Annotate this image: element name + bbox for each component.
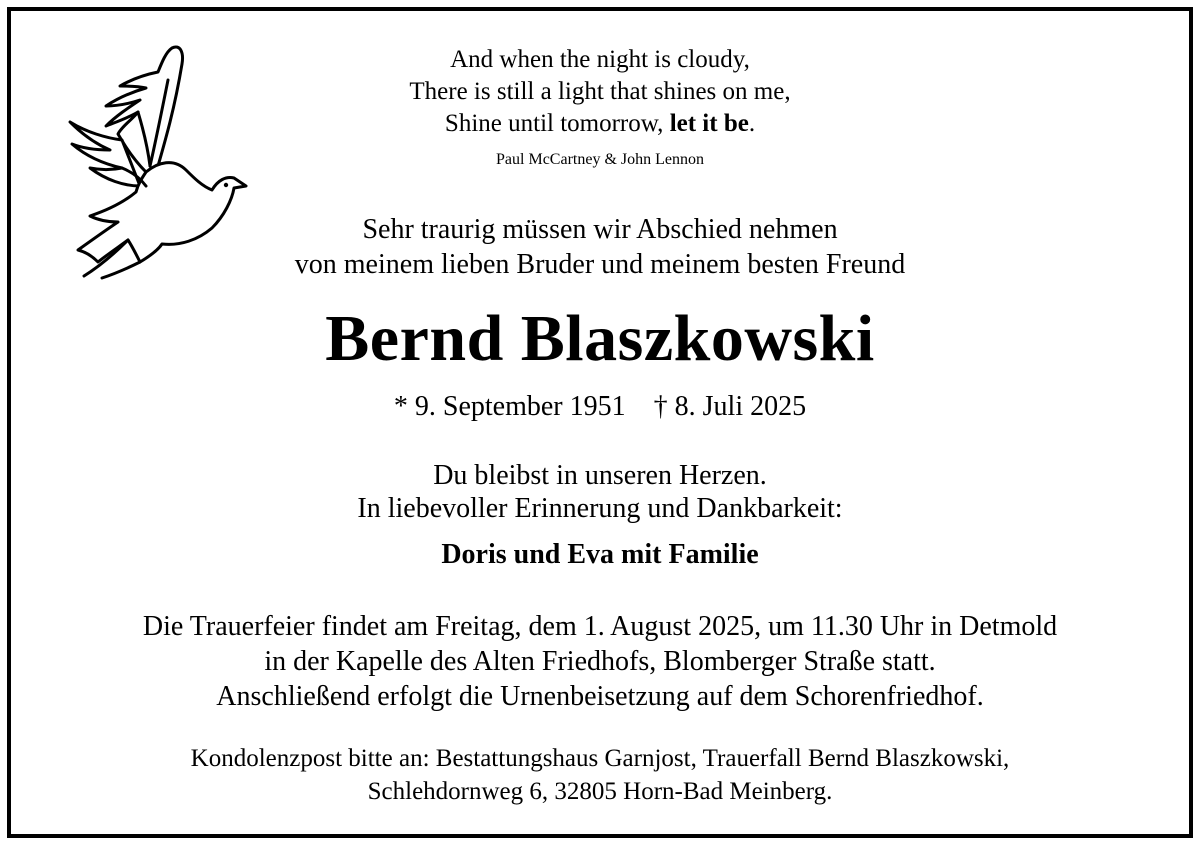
service-line-3: Anschließend erfolgt die Urnenbeisetzung auf dem Schorenfriedhof.: [216, 681, 984, 712]
poem-credit: Paul McCartney & John Lennon: [496, 151, 704, 168]
service-line-2: in der Kapelle des Alten Friedhofs, Blomberger Straße statt.: [264, 646, 936, 677]
message-line-1: Du bleibst in unseren Herzen.: [433, 460, 767, 491]
service-line-1: Die Trauerfeier findet am Freitag, dem 1. August 2025, um 11.30 Uhr in Detmold: [142, 611, 1058, 642]
intro-line-1: Sehr traurig müssen wir Abschied nehmen: [362, 214, 838, 245]
poem-line-3-end: .: [748, 110, 756, 137]
birth-date: * 9. September 1951: [393, 391, 626, 422]
poem-line-3: [0, 108, 1200, 140]
remembrance-message: [0, 459, 1200, 525]
message-line-2: In liebevoller Erinnerung und Dankbarkeit:: [357, 493, 843, 524]
deceased-name: Bernd Blaszkowski: [325, 302, 875, 375]
poem-line-1: And when the night is cloudy,: [450, 46, 750, 73]
funeral-service-info: [0, 609, 1200, 714]
life-dates: [0, 390, 1200, 424]
contact-line-1: Kondolenzpost bitte an: Bestattungshaus Garnjost, Trauerfall Bernd Blaszkowski,: [190, 745, 1010, 772]
poem: [0, 44, 1200, 140]
contact-line-2: Schlehdornweg 6, 32805 Horn-Bad Meinberg.: [367, 778, 833, 805]
poem-line-3-bold: let it be: [669, 110, 749, 137]
poem-line-2: There is still a light that shines on me,: [409, 78, 791, 105]
mourners-signature: Doris und Eva mit Familie: [441, 539, 759, 570]
death-date: † 8. Juli 2025: [653, 391, 807, 422]
intro-line-2: von meinem lieben Bruder und meinem besten Freund: [294, 249, 906, 280]
poem-line-3-start: Shine until tomorrow,: [444, 110, 670, 137]
condolence-address: [0, 742, 1200, 808]
intro-text: [0, 212, 1200, 282]
